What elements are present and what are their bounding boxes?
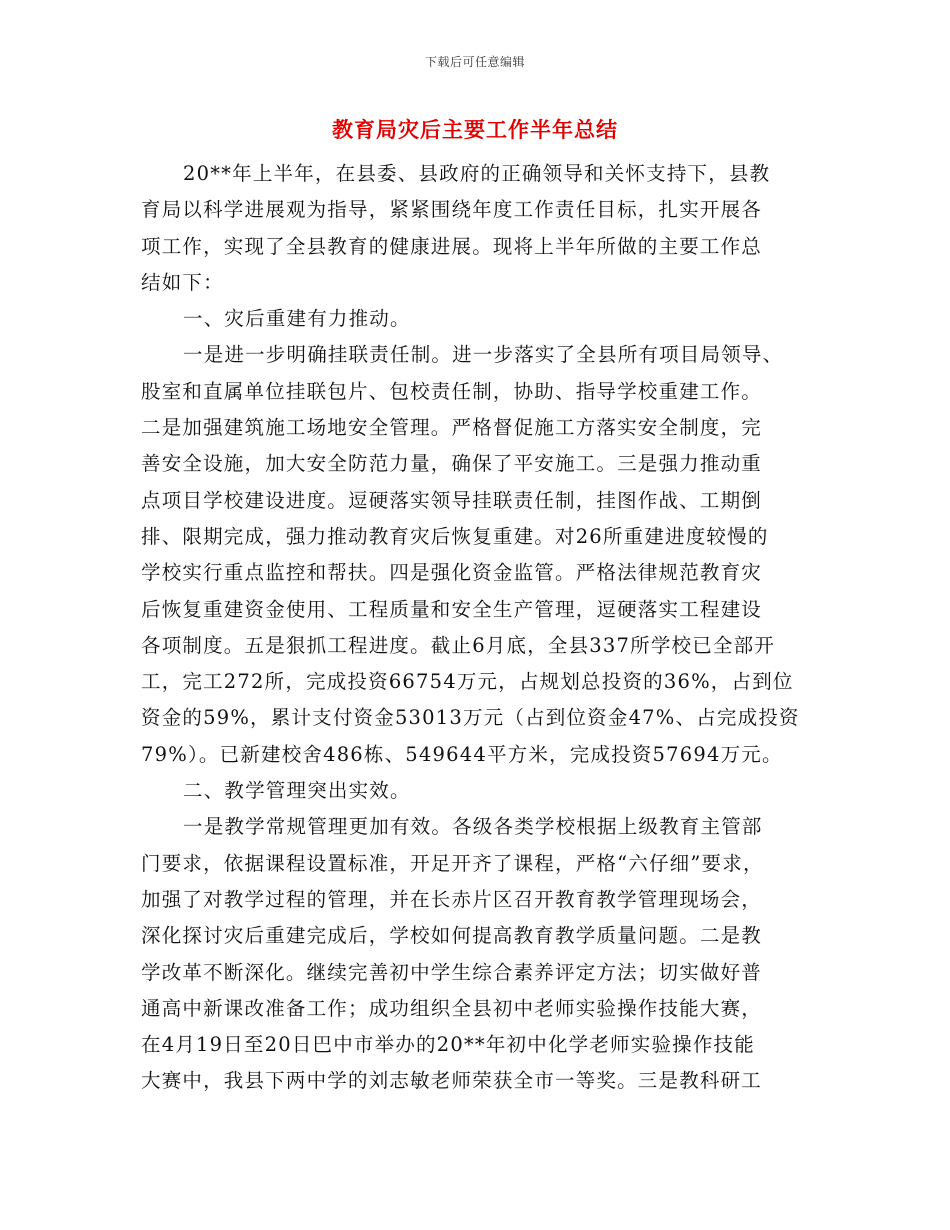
body-line: 深化探讨灾后重建完成后，学校如何提高教育教学质量问题。二是教 <box>141 924 763 948</box>
body-line: 学改革不断深化。继续完善初中学生综合素养评定方法；切实做好普 <box>141 960 763 984</box>
body-line: 各项制度。五是狠抓工程进度。截止6月底，全县337所学校已全部开 <box>141 633 776 657</box>
body-line: 学校实行重点监控和帮扶。四是强化资金监管。严格法律规范教育灾 <box>141 561 763 585</box>
body-line: 后恢复重建资金使用、工程质量和安全生产管理，逗硬落实工程建设 <box>141 597 763 621</box>
body-line: 通高中新课改准备工作；成功组织全县初中老师实验操作技能大赛， <box>141 996 763 1020</box>
body-line: 排、限期完成，强力推动教育灾后恢复重建。对26所重建进度较慢的 <box>141 524 769 548</box>
body-line: 点项目学校建设进度。逗硬落实领导挂联责任制，挂图作战、工期倒 <box>141 488 763 512</box>
body-line: 二是加强建筑施工场地安全管理。严格督促施工方落实安全制度，完 <box>141 416 763 440</box>
header-note: 下载后可任意编辑 <box>424 55 525 69</box>
document-title: 教育局灾后主要工作半年总结 <box>332 117 618 142</box>
body-line: 股室和直属单位挂联包片、包校责任制，协助、指导学校重建工作。 <box>141 379 763 403</box>
body-line: 善安全设施，加大安全防范力量，确保了平安施工。三是强力推动重 <box>141 452 763 476</box>
body-line: 大赛中，我县下两中学的刘志敏老师荣获全市一等奖。三是教科研工 <box>141 1069 763 1093</box>
body-line: 工，完工272所，完成投资66754万元，占规划总投资的36%，占到位 <box>141 670 794 694</box>
body-line: 20**年上半年，在县委、县政府的正确领导和关怀支持下，县教 <box>183 162 771 185</box>
document-body <box>141 156 801 1100</box>
body-line: 资金的59%，累计支付资金53013万元（占到位资金47%、占完成投资 <box>141 706 800 730</box>
body-line: 一是教学常规管理更加有效。各级各类学校根据上级教育主管部 <box>183 815 763 839</box>
body-line: 在4月19日至20日巴中市举办的20**年初中化学老师实验操作技能 <box>141 1033 755 1057</box>
section-heading: 二、教学管理突出实效。 <box>183 779 411 803</box>
body-line: 育局以科学进展观为指导，紧紧围绕年度工作责任目标，扎实开展各 <box>141 198 763 222</box>
body-line: 一是进一步明确挂联责任制。进一步落实了全县所有项目局领导、 <box>183 343 784 367</box>
section-heading: 一、灾后重建有力推动。 <box>183 307 411 331</box>
body-line: 门要求，依据课程设置标准，开足开齐了课程，严格“六仔细”要求， <box>141 851 764 875</box>
body-line: 79%）。已新建校舍486栋、549644平方米，完成投资57694万元。 <box>141 742 783 766</box>
body-line: 加强了对教学过程的管理，并在长赤片区召开教育教学管理现场会， <box>141 887 763 911</box>
body-line: 项工作，实现了全县教育的健康进展。现将上半年所做的主要工作总 <box>141 234 763 258</box>
body-line: 结如下： <box>141 270 224 294</box>
